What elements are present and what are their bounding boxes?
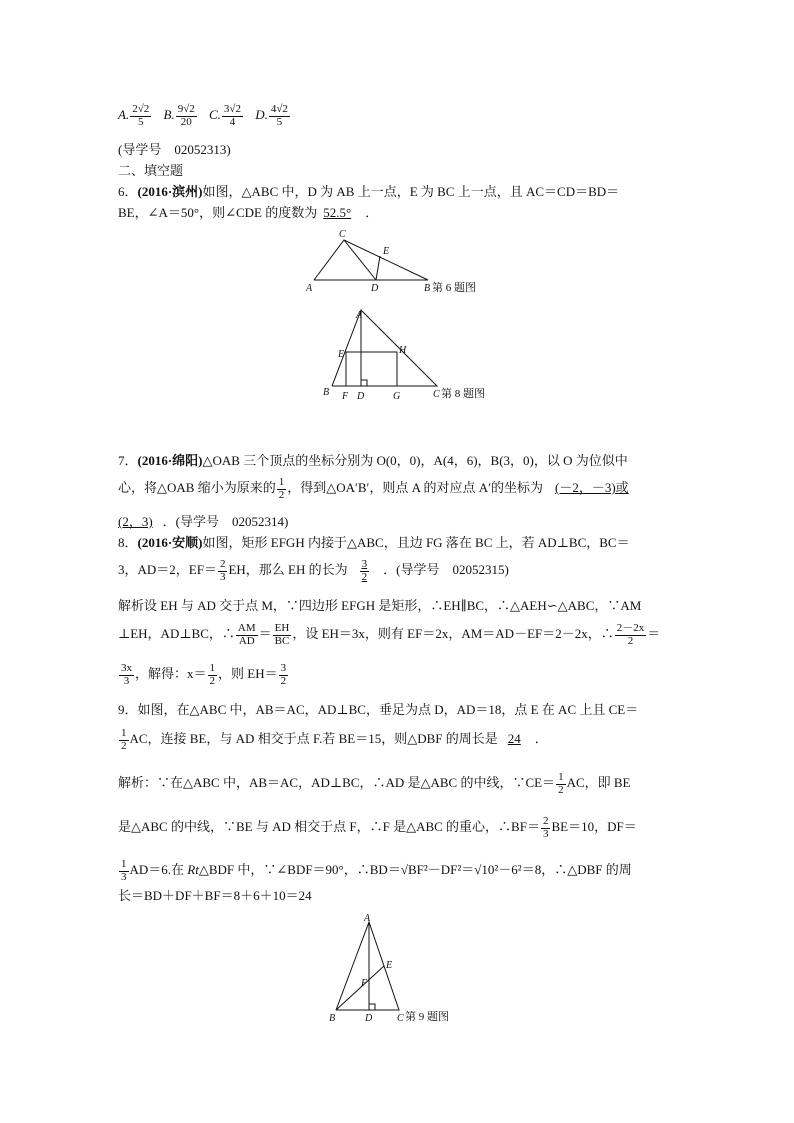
q8-source: (2016·安顺)	[137, 535, 203, 550]
q9-solution-line-4: 长＝BD＋DF＋BF＝8＋6＋10＝24	[118, 888, 312, 903]
q8-line-2: 3，AD＝2，EF＝ $\frac{2}{3}$ EH，那么 EH 的长为 $\frac{3}{2}$ ．(导学号 02052315)	[118, 558, 509, 583]
fig8-label-h: H	[399, 345, 407, 356]
q6-answer: 52.5°	[323, 205, 352, 220]
q5-option-c-label: C.	[209, 107, 221, 123]
q7-line-3: (2，3) ．(导学号 02052314)	[118, 514, 289, 529]
fig9-label-a: A	[364, 913, 371, 924]
q8-solution-line-1: 解析设 EH 与 AD 交于点 M，∵四边形 EFGH 是矩形，∴EH∥BC，∴△AEH∽△ABC，∵AM	[118, 598, 642, 613]
q9-solution-line-3: $\frac{1}{3}$ AD＝6.在 Rt△BDF 中，∵∠BDF＝90°，∴BD＝√BF²－DF²＝√10²－6²＝8，∴△DBF 的周	[121, 858, 632, 883]
q7-answer-part-1: (－2，－3)或	[555, 480, 629, 496]
q8-solution-line-3: $\frac{3x}{3}$ ，解得：x＝ $\frac{1}{2}$ ，则 EH＝ $\frac{3}{2}$	[121, 662, 287, 687]
q7-line-1: 7．(2016·绵阳)△OAB 三个顶点的坐标分别为 O(0，0)，A(4，6)，B(3，0)，以 O 为位似中	[118, 453, 628, 468]
fig9-label-f: F	[361, 978, 368, 989]
q5-option-a-label: A.	[118, 107, 130, 123]
q7-answer-part-2: (2，3)	[118, 514, 153, 529]
section-title: 二、填空题	[118, 163, 184, 178]
fig8-label-c: C	[433, 389, 440, 400]
fig9-label-e: E	[386, 960, 393, 971]
q8-line-1: 8．(2016·安顺)如图，矩形 EFGH 内接于△ABC，且边 FG 落在 BC 上，若 AD⊥BC，BC＝	[118, 535, 630, 550]
q5-option-b-value: $\frac{9√2}{20}$	[177, 103, 195, 128]
q5-guide-number: (导学号 02052313)	[118, 142, 231, 157]
fig6-caption: 第 6 题图	[432, 282, 476, 294]
q8-ef-fraction: $\frac{2}{3}$	[219, 558, 226, 583]
fig8-label-e: E	[338, 349, 345, 360]
fig6-label-d: D	[371, 283, 379, 294]
fig9-label-b: B	[329, 1013, 336, 1024]
fig6-label-a: A	[306, 283, 313, 294]
fig6-label-c: C	[339, 229, 346, 240]
fig9-caption: 第 9 题图	[405, 1011, 449, 1023]
q9-answer: 24	[507, 731, 521, 747]
fig9-label-d: D	[365, 1013, 373, 1024]
fig8-label-f: F	[342, 391, 349, 402]
q8-answer: $\frac{3}{2}$	[361, 558, 368, 583]
q9-line-2: $\frac{1}{2}$ AC，连接 BE，与 AD 相交于点 F.若 BE＝15，则△DBF 的周长是 24 ．	[121, 727, 548, 752]
fig9-label-c: C	[397, 1013, 404, 1024]
q5-options	[118, 104, 291, 128]
fig8-caption: 第 8 题图	[441, 388, 485, 400]
q9-line-1: 9．如图，在△ABC 中，AB＝AC，AD⊥BC，垂足为点 D，AD＝18，点 E 在 AC 上且 CE＝	[118, 702, 639, 717]
fig8-label-d: D	[357, 391, 365, 402]
q8-solution-line-2: ⊥EH，AD⊥BC，∴ $\frac{AM}{AD}$ ＝ $\frac{EH}{BC}$ ，设 EH＝3x，则有 EF＝2x，AM＝AD－EF＝2－2x，∴ $\frac{2-2x}{2}$ ＝	[118, 622, 661, 647]
q7-line-2: 心，将△OAB 缩小为原来的 $\frac{1}{2}$ ，得到△OA′B′，则点 A 的对应点 A′的坐标为 (－2，－3)或	[118, 476, 629, 501]
q6-line-2: BE，∠A＝50°，则∠CDE 的度数为 52.5° ．	[118, 205, 379, 220]
q5-option-c-value: $\frac{3√2}{4}$	[223, 103, 241, 128]
q6-source: (2016·滨州)	[137, 184, 203, 199]
q7-fraction: $\frac{1}{2}$	[278, 476, 285, 501]
q5-option-a-value: $\frac{2√2}{5}$	[132, 103, 150, 128]
fig6-label-e: E	[383, 246, 390, 257]
q7-source: (2016·绵阳)	[137, 453, 203, 468]
q9-solution-line-1: 解析：∵在△ABC 中，AB＝AC，AD⊥BC，∴AD 是△ABC 的中线，∵CE＝ $\frac{1}{2}$ AC，即 BE	[118, 771, 631, 796]
fig8-label-a: A	[356, 310, 363, 321]
q5-option-d-label: D.	[255, 107, 268, 123]
q6-line-1: 6．(2016·滨州)如图，△ABC 中，D 为 AB 上一点，E 为 BC 上一点，且 AC＝CD＝BD＝	[118, 184, 620, 199]
q9-solution-line-2: 是△ABC 的中线，∵BE 与 AD 相交于点 F，∴F 是△ABC 的重心，∴BF＝ $\frac{2}{3}$ BE＝10，DF＝	[118, 815, 637, 840]
q5-option-d-value: $\frac{4√2}{5}$	[270, 103, 288, 128]
q5-option-b-label: B.	[163, 107, 175, 123]
fig8-label-g: G	[393, 391, 401, 402]
fig8-label-b: B	[323, 387, 330, 398]
fig6-label-b: B	[424, 283, 431, 294]
